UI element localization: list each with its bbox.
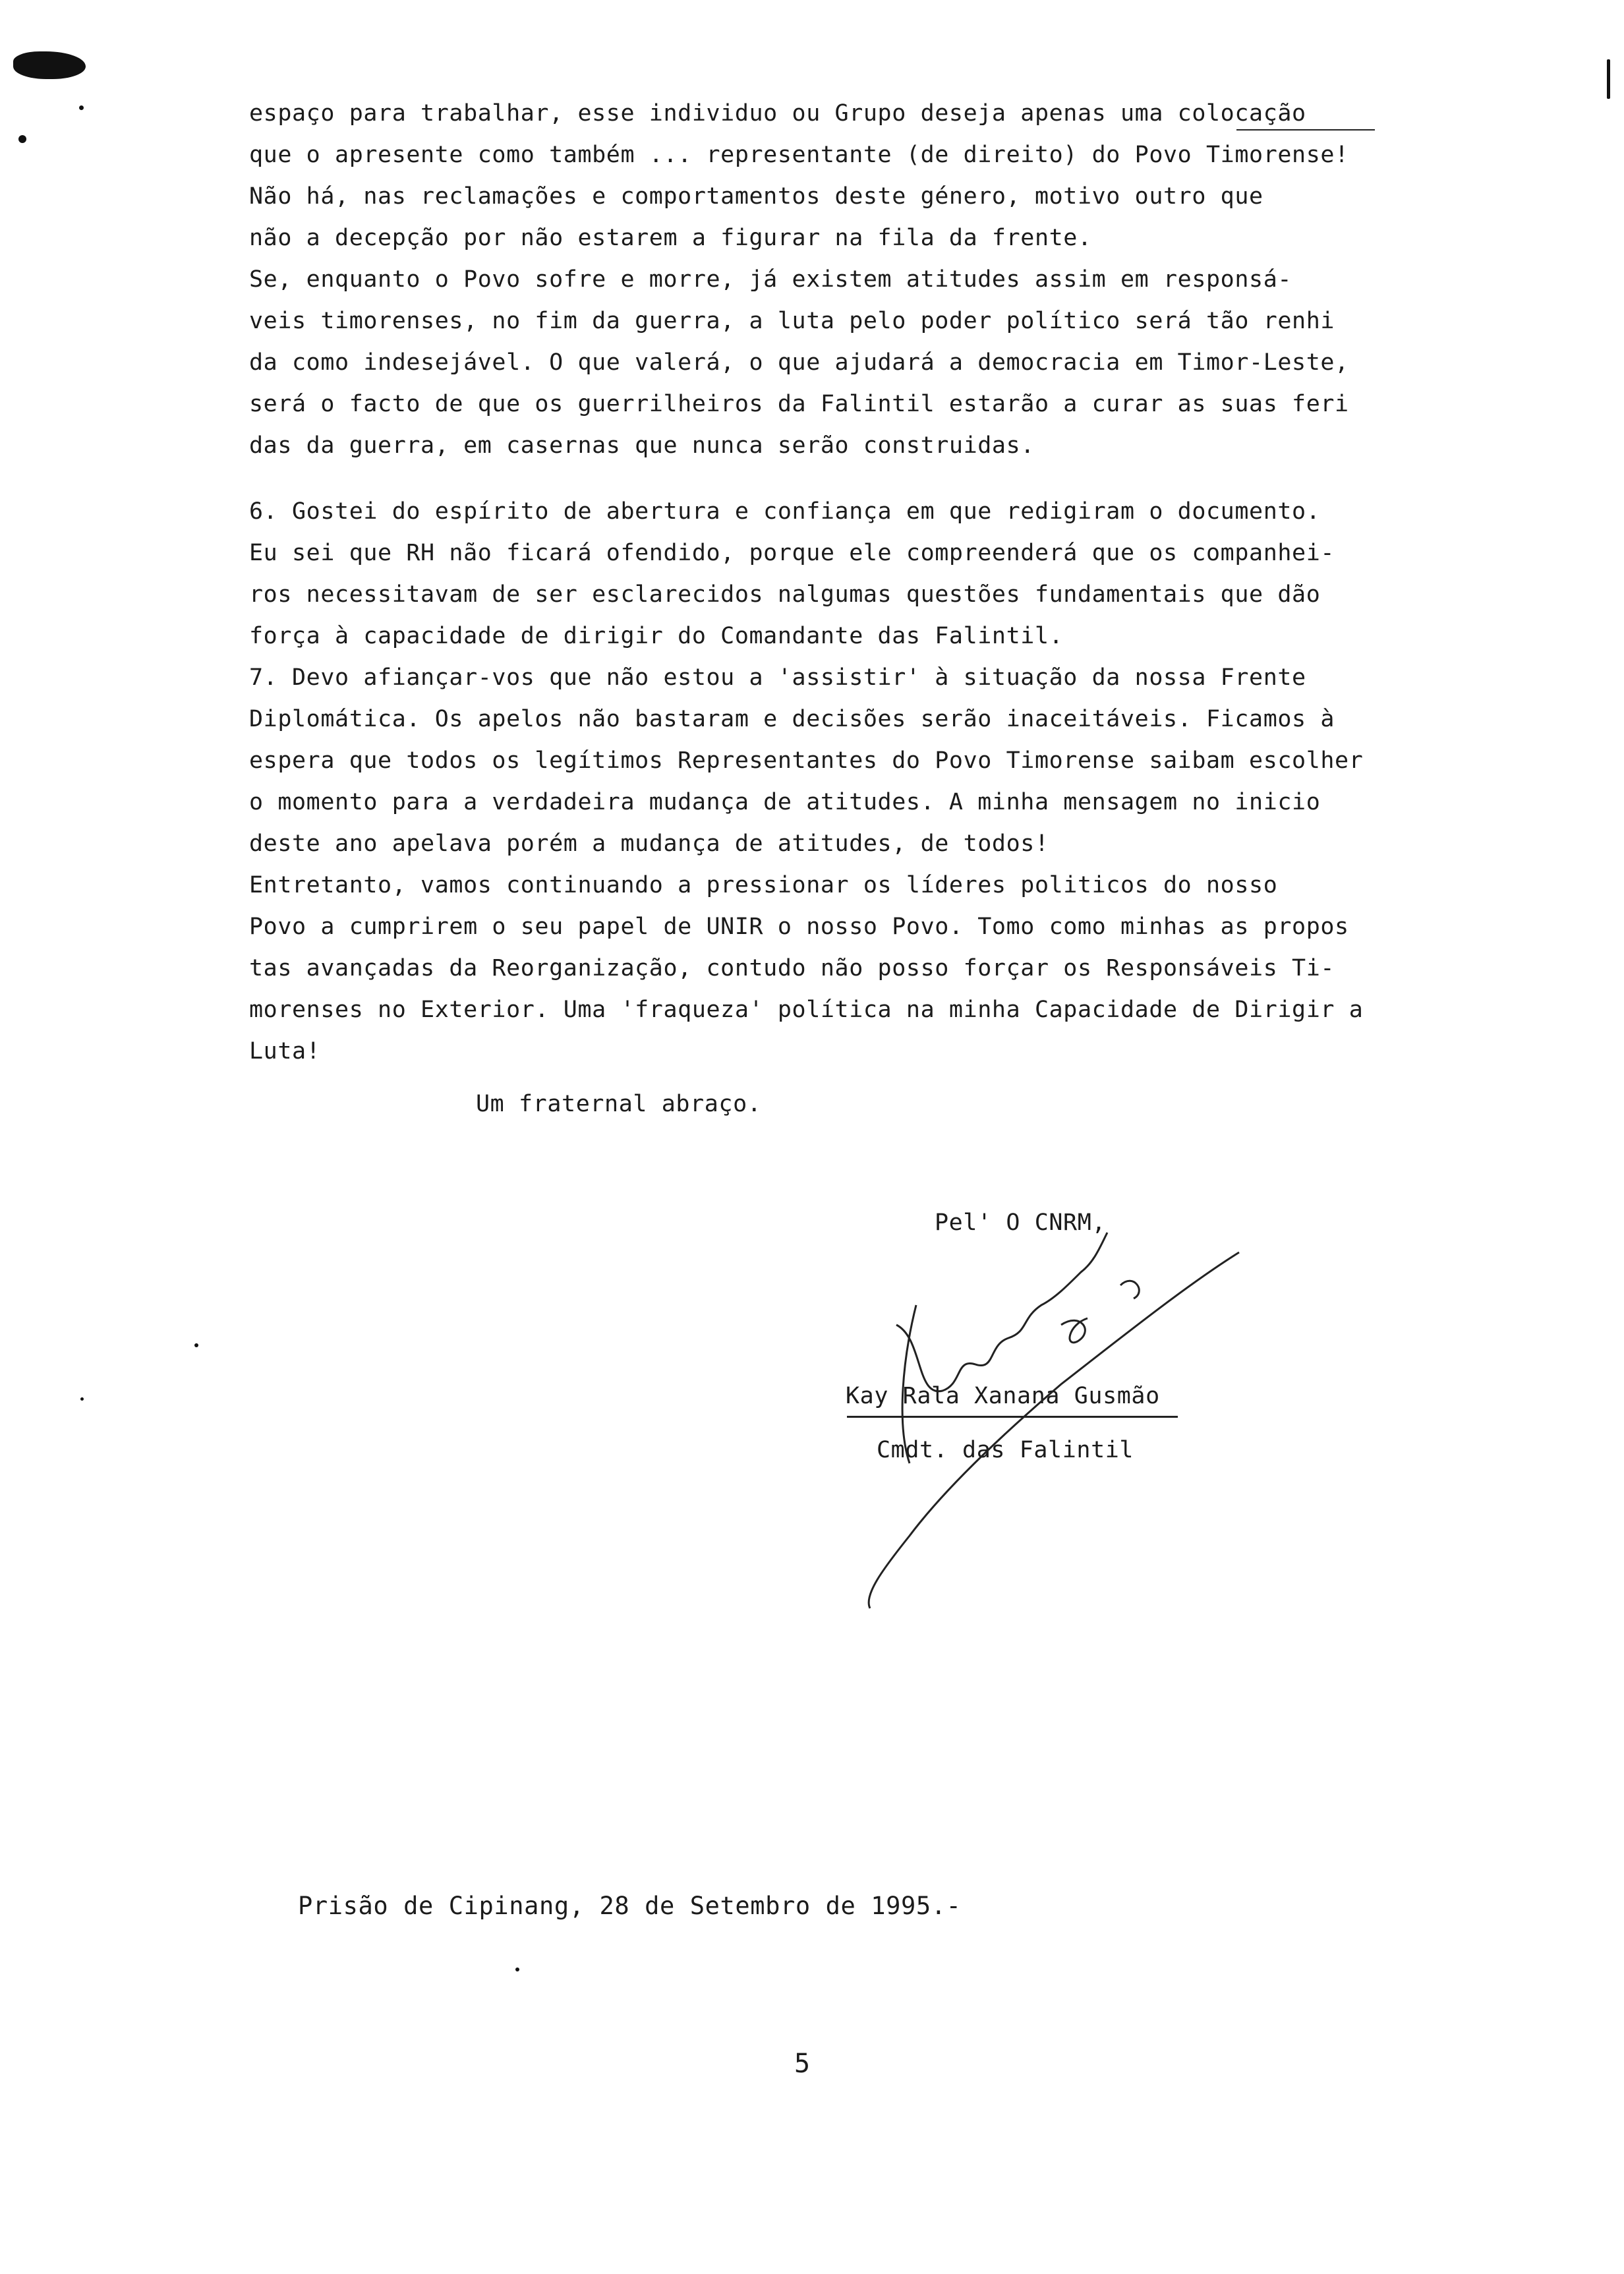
text-line: força à capacidade de dirigir do Comandante das Falintil. bbox=[249, 623, 1064, 649]
handwritten-signature bbox=[844, 1226, 1252, 1621]
place-and-date: Prisão de Cipinang, 28 de Setembro de 1995.- bbox=[298, 1892, 962, 1920]
signatory-title: Cmdt. das Falintil bbox=[877, 1437, 1134, 1463]
scan-speck bbox=[1607, 59, 1610, 99]
text-line: o momento para a verdadeira mudança de atitudes. A minha mensagem no inicio bbox=[249, 789, 1321, 815]
text-line: veis timorenses, no fim da guerra, a luta pelo poder político será tão renhi bbox=[249, 308, 1335, 334]
text-line: será o facto de que os guerrilheiros da Falintil estarão a curar as suas feri bbox=[249, 391, 1349, 417]
on-behalf-line: Pel' O CNRM, bbox=[935, 1210, 1107, 1236]
text-line: ros necessitavam de ser esclarecidos nalgumas questões fundamentais que dão bbox=[249, 581, 1321, 608]
scan-speck bbox=[194, 1343, 198, 1347]
scan-speck bbox=[18, 135, 26, 143]
text-line: espera que todos os legítimos Representantes do Povo Timorense saibam escolher bbox=[249, 747, 1364, 774]
text-line: 6. Gostei do espírito de abertura e confiança em que redigiram o documento. bbox=[249, 498, 1321, 525]
text-line: 7. Devo afiançar-vos que não estou a 'assistir' à situação da nossa Frente bbox=[249, 664, 1306, 691]
text-line: deste ano apelava porém a mudança de atitudes, de todos! bbox=[249, 831, 1049, 857]
scan-blot bbox=[13, 51, 86, 79]
page-number: 5 bbox=[794, 2049, 811, 2079]
closing-salutation: Um fraternal abraço. bbox=[476, 1091, 762, 1117]
text-line: não a decepção por não estarem a figurar na fila da frente. bbox=[249, 225, 1092, 251]
text-line: tas avançadas da Reorganização, contudo não posso forçar os Responsáveis Ti- bbox=[249, 955, 1335, 981]
text-line: Não há, nas reclamações e comportamentos deste género, motivo outro que bbox=[249, 183, 1263, 210]
text-line: Povo a cumprirem o seu papel de UNIR o nosso Povo. Tomo como minhas as propos bbox=[249, 914, 1349, 940]
text-line: Se, enquanto o Povo sofre e morre, já existem atitudes assim em responsá- bbox=[249, 266, 1292, 293]
scan-speck bbox=[80, 1397, 84, 1401]
scan-speck bbox=[79, 105, 84, 110]
handwritten-underline bbox=[1236, 129, 1375, 131]
text-line: Luta! bbox=[249, 1038, 321, 1064]
text-line: que o apresente como também ... representante (de direito) do Povo Timorense! bbox=[249, 142, 1349, 168]
text-line: Diplomática. Os apelos não bastaram e decisões serão inaceitáveis. Ficamos à bbox=[249, 706, 1335, 732]
text-line: da como indesejável. O que valerá, o que ajudará a democracia em Timor-Leste, bbox=[249, 349, 1349, 376]
signatory-name: Kay Rala Xanana Gusmão bbox=[846, 1383, 1160, 1409]
text-line: espaço para trabalhar, esse individuo ou Grupo deseja apenas uma colocação bbox=[249, 100, 1306, 127]
text-line: Entretanto, vamos continuando a pressionar os líderes politicos do nosso bbox=[249, 872, 1278, 898]
scan-speck bbox=[515, 1968, 519, 1971]
text-line: morenses no Exterior. Uma 'fraqueza' política na minha Capacidade de Dirigir a bbox=[249, 997, 1364, 1023]
text-line: Eu sei que RH não ficará ofendido, porque ele compreenderá que os companhei- bbox=[249, 540, 1335, 566]
text-line: das da guerra, em casernas que nunca serão construidas. bbox=[249, 432, 1035, 459]
